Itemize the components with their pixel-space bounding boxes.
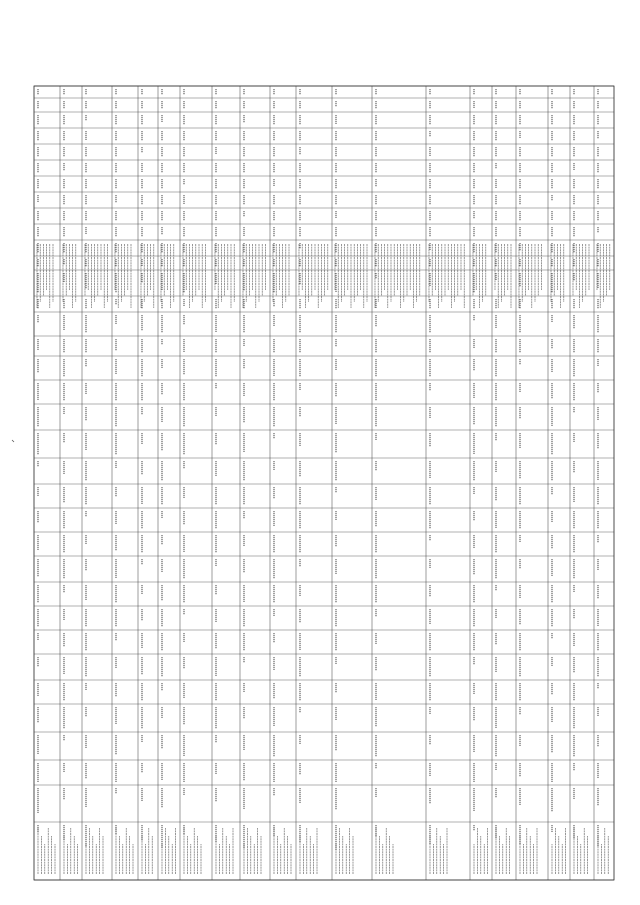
table-border (34, 86, 614, 880)
scan-speck (12, 440, 14, 442)
